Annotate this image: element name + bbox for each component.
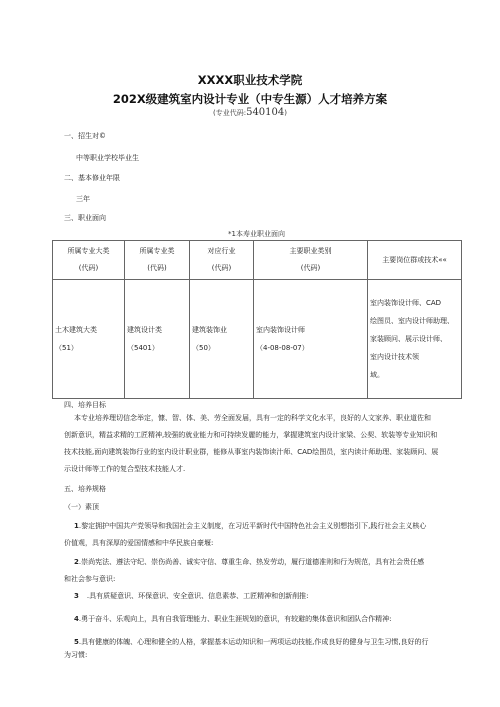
- major-code-line: [0, 107, 500, 118]
- career-orientation-table: [52, 240, 462, 399]
- table-cell-positions: 室内装饰设计师、CAD 绘图员、室内设计师助理、 家装顾问、展示设计师、 室内设计技术领 域。: [368, 280, 462, 399]
- section-3-heading: 三、职业面向: [64, 214, 106, 222]
- table-cell: 建筑设计类 （5401）: [125, 280, 190, 399]
- list-item: 2.崇尚宪法、遵法守纪、崇伤尚善、诚实守信、尊重生命、热发劳动，履行道德准则和行为规范，具有社会贵任感 和社会参与意识:: [64, 558, 425, 583]
- list-item: 5.具有健康的体魄、心理和健全的人格，掌握基本运动知识和一两项运动技能,作成良好的健身与卫生习惯,良好的行 为习惯:: [64, 638, 429, 659]
- section-4-heading: 四、培养目标: [64, 401, 106, 409]
- section-4-paragraph: 本专业培养理切信念举定，慷、智、体、美、劳全面发届，具有一定的科学文化水平，良好的人文家养、职业道佐和 创新意识，精益求精的工匠精神,较强的就业能力和可持续发麗的能力，掌握建筑室内设计家梁、公契、软装等专业知识和 技术技能,面向建筑装饰行业的室内设计职业群，能修从事室内装饰读汁师、CAD绘图员，室内读计师助理、家装顾问、展 示设计师等工作的复合型技术技能人才.: [64, 414, 439, 473]
- table-cell: 建筑装饰业 （50）: [190, 280, 254, 399]
- major-code-prefix: (专业代码:: [212, 109, 247, 117]
- table-header-cell: 主要岗位群或技术««: [368, 241, 462, 280]
- section-1-text: 中等职业学校毕业生: [76, 154, 139, 162]
- section-5-subheading: （一）素顶: [64, 503, 99, 511]
- table-header-cell: 主要职业类别 (代码): [254, 241, 368, 280]
- list-item: 1.黎定拥护中国共产党领导和我国社会主义制度，在习近平新时代中国特色社会主义别想指引下,践行社会主义核心 价值观，具有深厚的爱国情感和中华民族自豪堰:: [64, 522, 427, 547]
- major-code-suffix: ): [284, 109, 287, 117]
- section-2-text: 三年: [76, 195, 90, 203]
- table-cell: 室内装饰设计师 （4-08-08-07）: [254, 280, 368, 399]
- table-cell: 土木建筑大类 （51）: [53, 280, 125, 399]
- table-header-cell: 所属专业大类 (代码): [53, 241, 125, 280]
- major-code-number: 540104: [246, 107, 285, 118]
- list-item: 3 .具有质疑意识、环保意识、安全意识、信息素恭、工匠精神和创新削推:: [74, 592, 309, 600]
- table-caption: *1本寿业职业面向: [228, 230, 285, 238]
- table-row: [53, 280, 462, 399]
- section-2-heading: 二、基本修业年限: [64, 174, 120, 182]
- table-header-cell: 对应行业 (代码): [190, 241, 254, 280]
- table-header-row: [53, 241, 462, 280]
- institution-title: XXXX职业技术学院: [197, 73, 303, 87]
- table-header-cell: 所属专业类 (代码): [125, 241, 190, 280]
- section-5-heading: 五、培养规格: [64, 485, 106, 493]
- list-item: 4.勇于奋斗、乐观向上，具有自我管理能力、职业生涯规划的意识，有较避的集体意识和团队合作精神:: [74, 615, 392, 623]
- document-title: 202X级建筑室内设计专业（中专生源）人才培养方案: [112, 92, 388, 106]
- section-1-heading: 一、招生对©: [64, 132, 106, 140]
